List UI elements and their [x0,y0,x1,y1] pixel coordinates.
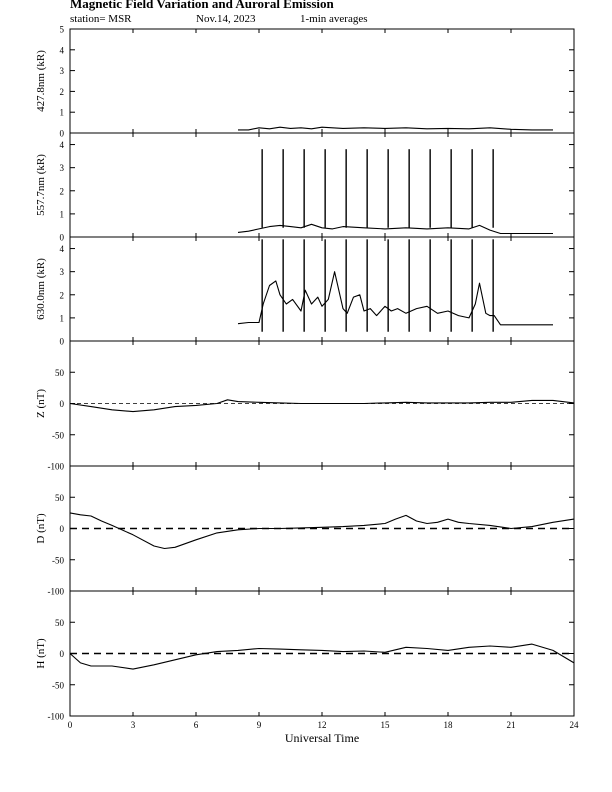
panel-frame [70,29,574,133]
data-series-line [238,127,553,130]
panel-4278nm [35,25,574,139]
y-tick-label: 0 [59,232,64,243]
y-tick-label: 50 [55,617,64,628]
y-tick-label: 2 [59,290,64,301]
y-tick-label: -50 [52,680,64,691]
x-tick-label: 3 [130,720,136,730]
data-series-line [70,644,574,669]
panel-frame [70,133,574,237]
y-tick-label: 4 [59,244,64,255]
y-axis-label: Z (nT) [35,388,47,419]
y-tick-label: 0 [59,649,64,659]
y-tick-label: 3 [59,66,64,77]
y-tick-label: 1 [59,313,64,324]
data-series-line [238,272,553,325]
x-tick-label: 24 [569,720,579,730]
y-tick-label: 3 [59,163,64,174]
data-series-line [70,400,574,412]
x-tick-label: 12 [317,720,327,730]
y-tick-label: 4 [59,45,64,56]
x-tick-label: 21 [506,720,516,730]
data-series-line [70,513,574,549]
x-tick-label: 18 [443,720,453,730]
panel-h [35,591,574,722]
y-axis-label: 630.0nm (kR) [35,258,47,320]
y-axis-label: D (nT) [35,513,47,544]
averaging-label: 1-min averages [300,13,368,25]
panel-frame [70,237,574,341]
y-tick-label: 5 [59,24,64,35]
y-axis-label: 427.8nm (kR) [35,50,47,112]
y-tick-label: -50 [52,555,64,566]
y-tick-label: 2 [59,186,64,197]
y-tick-label: 4 [59,140,64,151]
y-tick-label: 0 [59,336,64,347]
panel-6300nm [35,237,574,347]
y-tick-label: -100 [47,711,64,722]
chart-title: Magnetic Field Variation and Auroral Emission [70,0,334,11]
panel-5577nm [35,133,574,243]
y-tick-label: 1 [59,107,64,118]
y-tick-label: -50 [52,430,64,441]
y-tick-label: 3 [59,267,64,278]
x-axis-label: Universal Time [284,731,360,745]
y-tick-label: 1 [59,209,64,220]
y-tick-label: -100 [47,461,64,472]
x-tick-label: 0 [67,720,73,730]
panel-d [35,466,574,597]
y-tick-label: 50 [55,492,64,503]
y-tick-label: -100 [47,586,64,597]
date-label: Nov.14, 2023 [196,13,256,25]
x-tick-label: 6 [193,720,199,730]
y-tick-label: 0 [59,128,64,139]
station-label: station= MSR [70,13,132,25]
data-series-line [238,224,553,233]
y-tick-label: 50 [55,367,64,378]
y-tick-label: 0 [59,399,64,409]
y-axis-label: H (nT) [35,638,47,669]
x-tick-label: 15 [380,720,390,730]
panel-z [35,341,574,472]
y-tick-label: 0 [59,524,64,534]
y-axis-label: 557.7nm (kR) [35,154,47,216]
y-tick-label: 2 [59,86,64,97]
x-tick-label: 9 [256,720,262,730]
